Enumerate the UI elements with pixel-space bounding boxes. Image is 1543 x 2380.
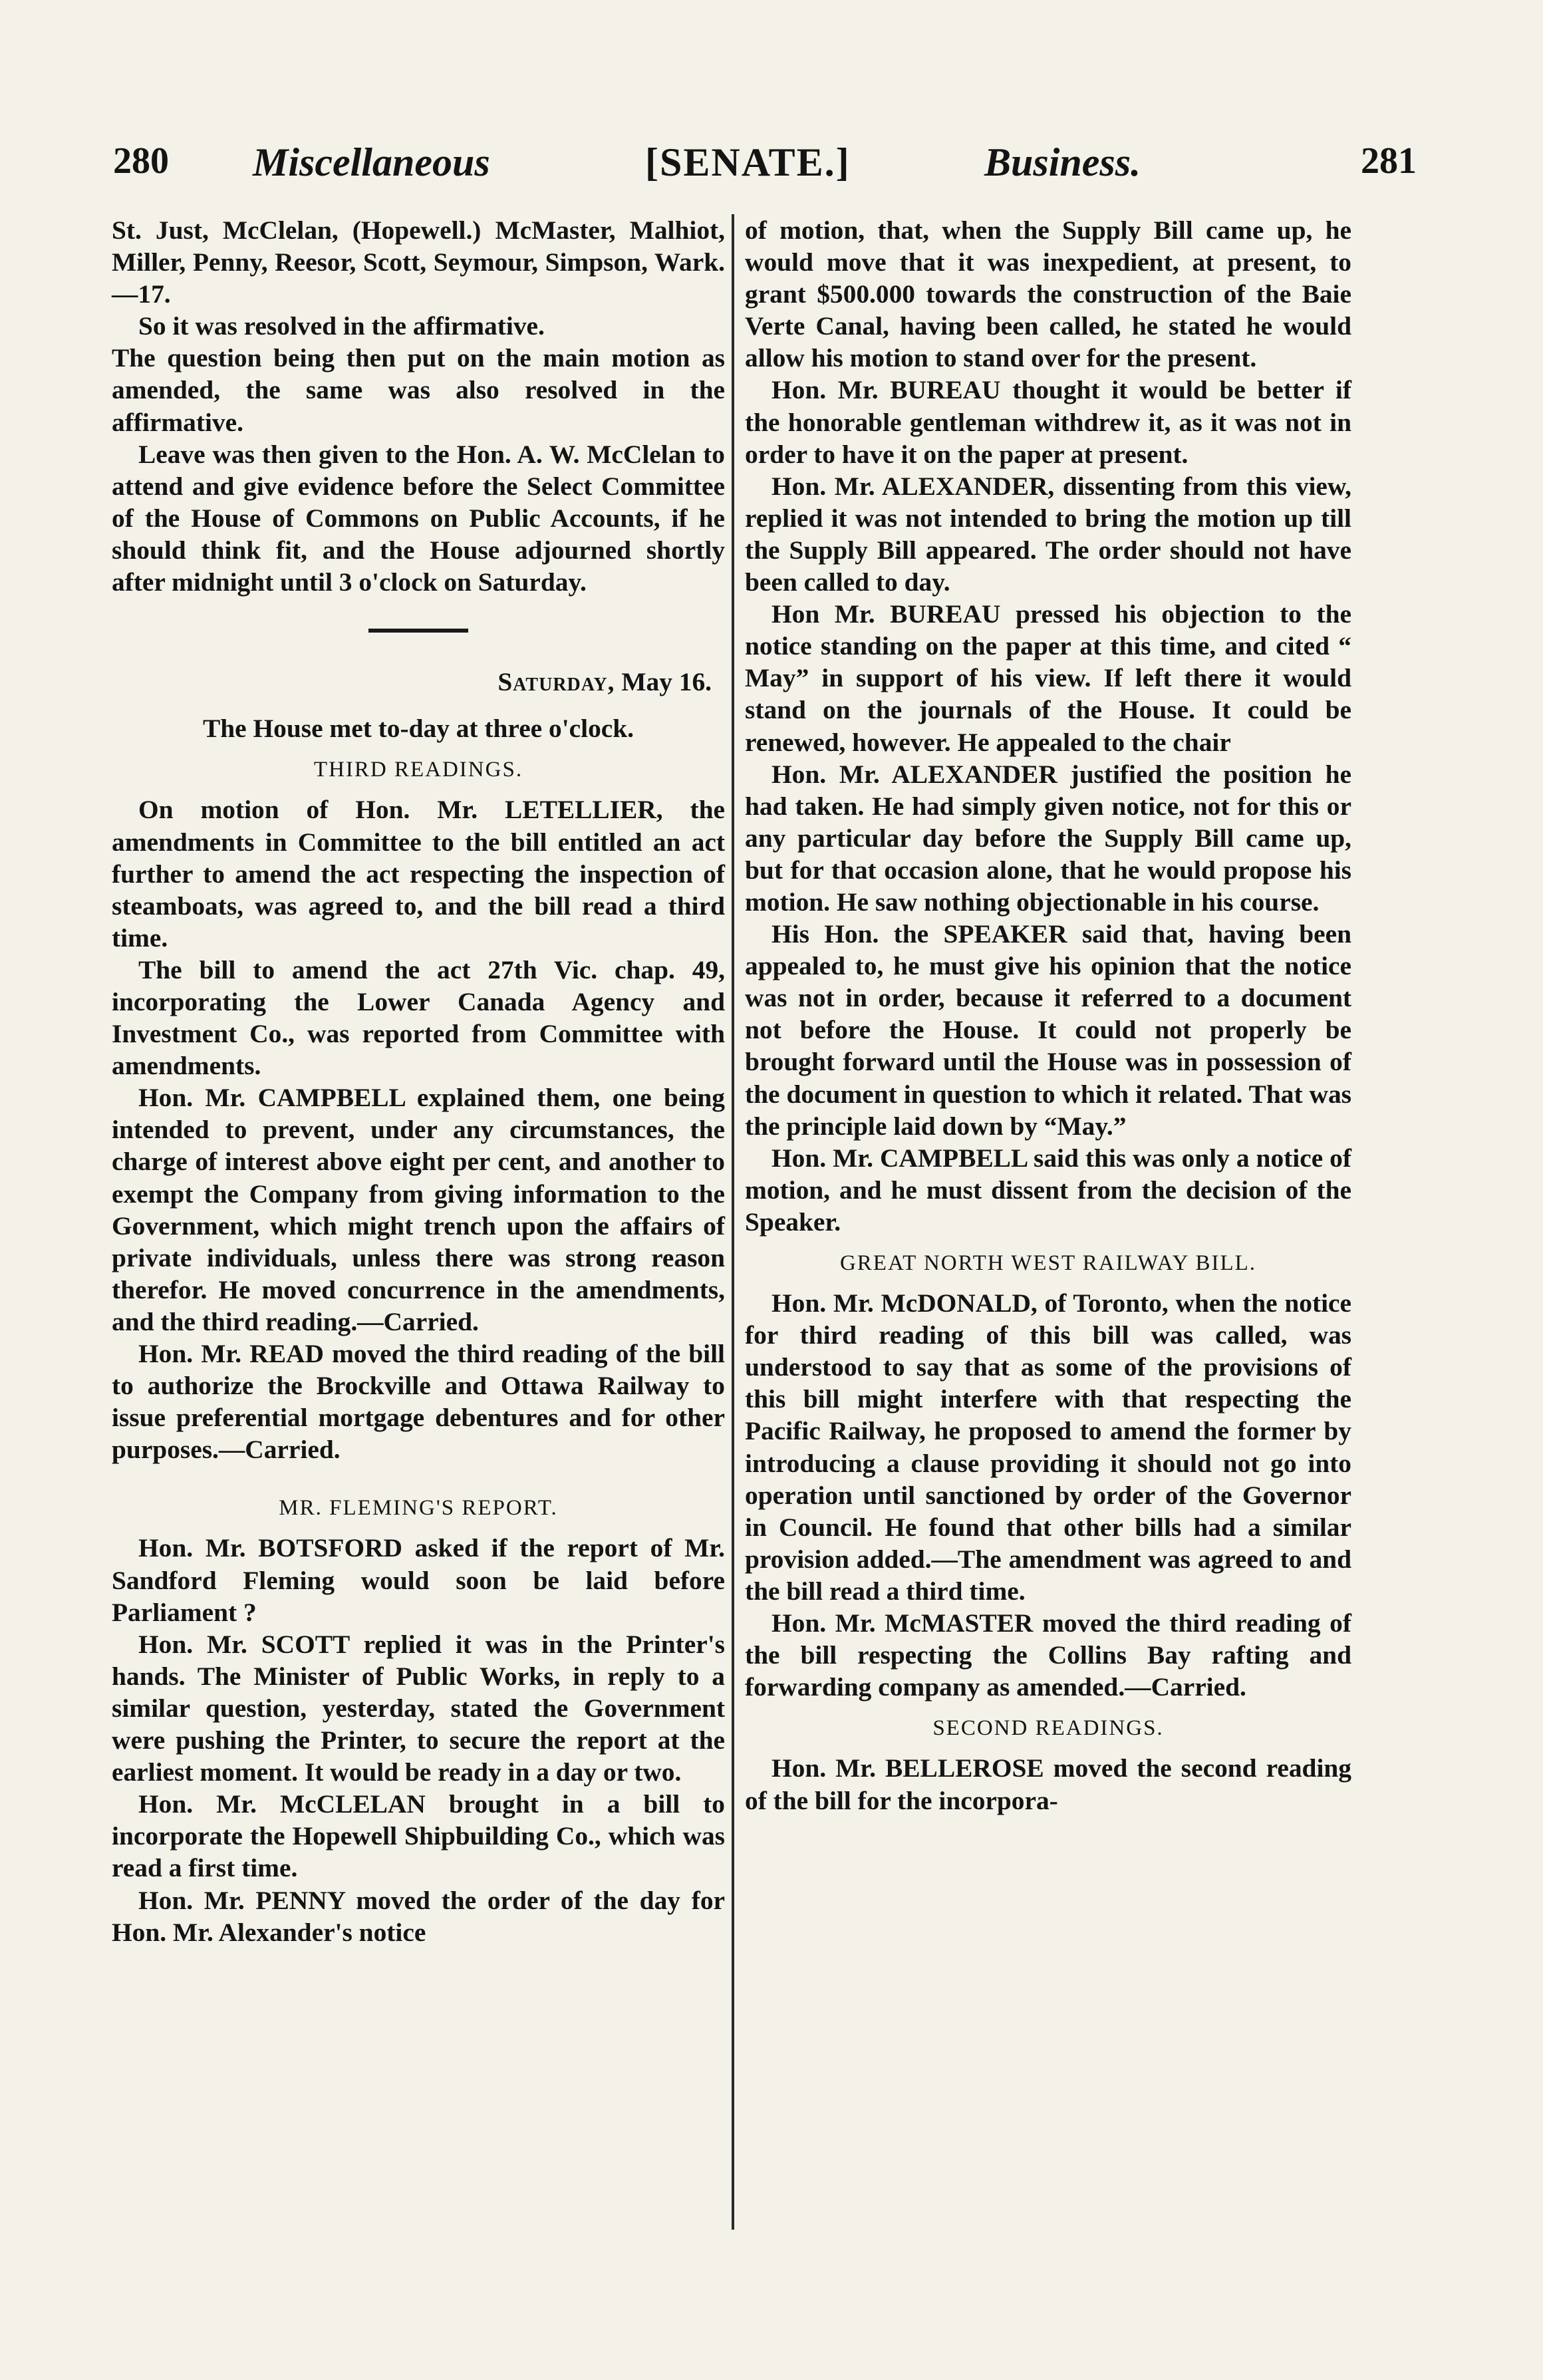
paragraph: Hon. Mr. McDONALD, of Toronto, when the notice for third reading of this bill was called, was understood to say that as some of the provisions of this bill might interfere with that respecting the Pacific Railway, he proposed to amend the former by introducing a clause providing it should not go into operation until sanctioned by order of the Governor in Council. He found that other bills had a similar provision added.—The amendment was agreed to and the bill read a third time. xyxy=(745,1288,1351,1606)
running-header xyxy=(113,140,1417,200)
paragraph: Hon. Mr. READ moved the third reading of the bill to authorize the Brockville and Ottawa Railway to issue preferential mortgage debentures and for other purposes.—Carried. xyxy=(112,1339,725,1465)
sitting-day: Saturday, xyxy=(497,667,615,697)
left-column xyxy=(112,214,725,1948)
paragraph: Hon. Mr. BUREAU thought it would be better if the honorable gentleman withdrew it, as it was not in order to have it on the paper at present. xyxy=(745,375,1351,469)
paragraph: Hon Mr. BUREAU pressed his objection to the notice standing on the paper at this time, and cited “ May” in support of his view. If left there it would stand on the journals of the House. It could be renewed, however. He appealed to the chair xyxy=(745,599,1351,757)
header-title-left: Miscellaneous xyxy=(253,140,490,184)
sitting-day-date: May 16. xyxy=(615,667,712,697)
paragraph: Hon. Mr. ALEXANDER, dissenting from this view, replied it was not intended to bring the motion up till the Supply Bill appeared. The order should not have been called to day. xyxy=(745,471,1351,597)
section-heading: MR. FLEMING'S REPORT. xyxy=(279,1496,558,1521)
paragraph: Hon. Mr. BOTSFORD asked if the report of Mr. Sandford Fleming would soon be laid before Parliament ? xyxy=(112,1533,725,1627)
paragraph: Hon. Mr. McCLELAN brought in a bill to incorporate the Hopewell Shipbuilding Co., which was read a first time. xyxy=(112,1789,725,1883)
paragraph: Hon. Mr. PENNY moved the order of the day for Hon. Mr. Alexander's notice xyxy=(112,1885,725,1947)
paragraph: Hon. Mr. SCOTT replied it was in the Printer's hands. The Minister of Public Works, in reply to a similar question, yesterday, stated the Government were pushing the Printer, to secure the report at the earliest moment. It would be ready in a day or two. xyxy=(112,1629,725,1787)
paragraph: So it was resolved in the affirmative. xyxy=(138,311,545,341)
right-column xyxy=(745,214,1351,1817)
paragraph: The bill to amend the act 27th Vic. chap. 49, incorporating the Lower Canada Agency and Investment Co., was reported from Committee with amendments. xyxy=(112,955,725,1081)
paragraph: The question being then put on the main motion as amended, the same was also resolved in the affirmative. xyxy=(112,343,725,437)
page-number-right: 281 xyxy=(1361,140,1417,182)
section-divider xyxy=(368,629,468,633)
paragraph: Hon. Mr. McMASTER moved the third reading of the bill respecting the Collins Bay rafting and forwarding company as amended.—Carried. xyxy=(745,1608,1351,1702)
section-heading: THIRD READINGS. xyxy=(313,758,523,782)
paragraph: The House met to-day at three o'clock. xyxy=(202,714,634,744)
section-heading: GREAT NORTH WEST RAILWAY BILL. xyxy=(839,1251,1257,1275)
paragraph: Leave was then given to the Hon. A. W. McClelan to attend and give evidence before the Select Committee of the House of Commons on Public Accounts, if he should think fit, and the House adjourned shortly after midnight until 3 o'clock on Saturday. xyxy=(112,439,725,597)
header-title-right: Business. xyxy=(984,140,1141,184)
section-heading: SECOND READINGS. xyxy=(932,1716,1164,1741)
paragraph: of motion, that, when the Supply Bill came up, he would move that it was inexpedient, at present, to grant $500.000 towards the construction of the Baie Verte Canal, having been called, he stated he would allow his motion to stand over for the present. xyxy=(745,216,1351,373)
paragraph: Hon. Mr. CAMPBELL explained them, one being intended to prevent, under any circumstances, the charge of interest above eight per cent, and another to exempt the Company from giving information to the Government, which might trench upon the affairs of private individuals, unless there was strong reason therefor. He moved concurrence in the amendments, and the third reading.—Carried. xyxy=(112,1083,725,1336)
header-title-center: [SENATE.] xyxy=(645,140,851,184)
paragraph: Hon. Mr. ALEXANDER justified the position he had taken. He had simply given notice, not for this or any particular day before the Supply Bill came up, but for that occasion alone, that he would propose his motion. He saw nothing objectionable in his course. xyxy=(745,759,1351,917)
paragraph: His Hon. the SPEAKER said that, having been appealed to, he must give his opinion that the notice was not in order, because it referred to a document not before the House. It could not properly be brought forward until the House was in possession of the document in question to which it related. That was the principle laid down by “May.” xyxy=(745,919,1351,1141)
paragraph: Hon. Mr. BELLEROSE moved the second reading of the bill for the incorpora- xyxy=(745,1753,1351,1815)
column-rule xyxy=(732,214,734,2230)
sitting-date xyxy=(112,666,712,698)
paragraph: Hon. Mr. CAMPBELL said this was only a notice of motion, and he must dissent from the decision of the Speaker. xyxy=(745,1143,1351,1237)
paragraph: St. Just, McClelan, (Hopewell.) McMaster, Malhiot, Miller, Penny, Reesor, Scott, Seymour, Simpson, Wark.—17. xyxy=(112,216,725,309)
page-number-left: 280 xyxy=(113,140,169,182)
paragraph: On motion of Hon. Mr. LETELLIER, the amendments in Committee to the bill entitled an act further to amend the act respecting the inspection of steamboats, was agreed to, and the bill read a third time. xyxy=(112,795,725,953)
